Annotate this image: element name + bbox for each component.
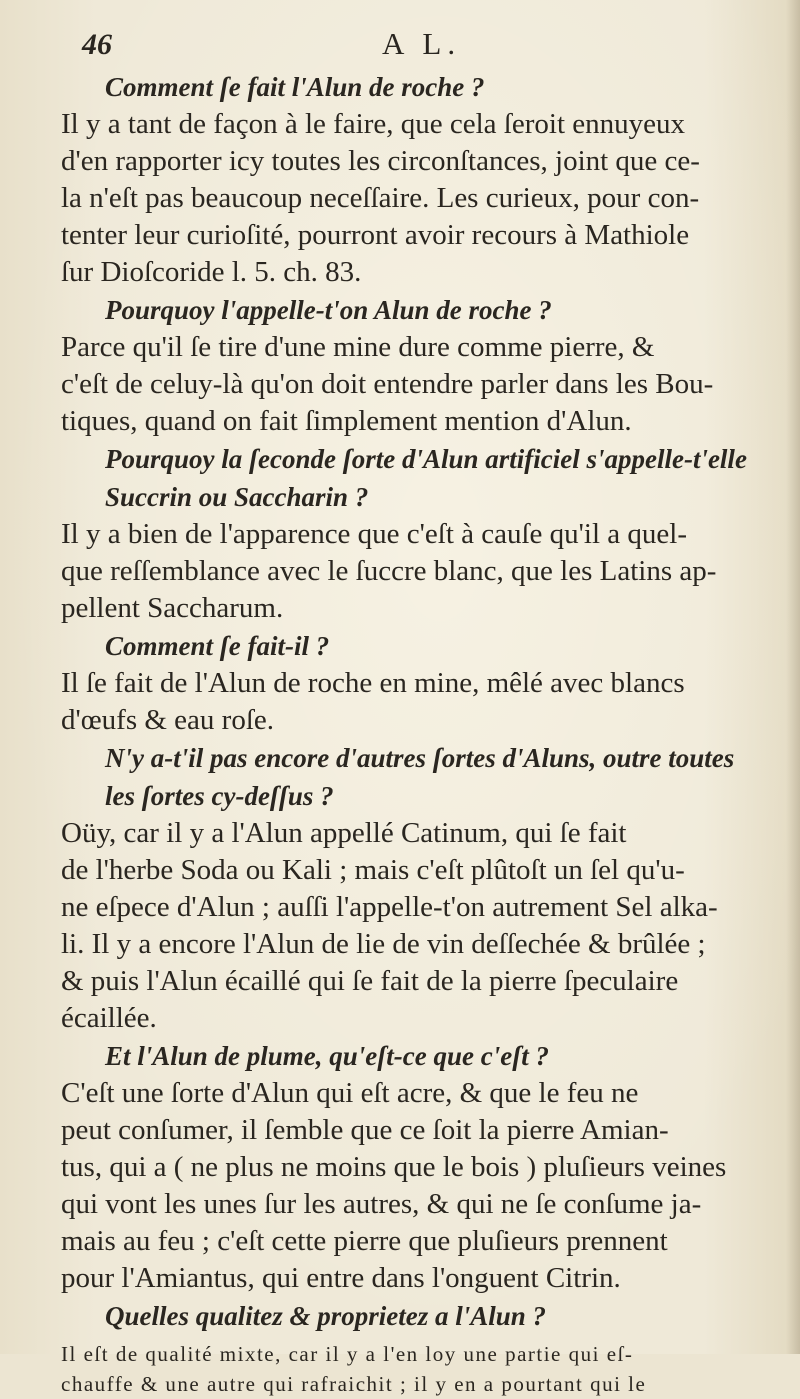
answer-paragraph: C'eſt une ſorte d'Alun qui eſt acre, & que le feu ne peut conſumer, il ſemble que ce ſoit la pierre Amian- tus, qui a ( ne plus ne moins que le bois ) pluſieurs veines qui vont les unes ſur les autres, & qui ne ſe conſume ja- mais au feu ; c'eſt cette pierre que pluſieurs prennent pour l'Amiantus, qui entre dans l'onguent Citrin. bbox=[61, 1077, 727, 1294]
page-number: 46 bbox=[82, 28, 112, 61]
question-heading: Pourquoy la ſeconde ſorte d'Alun artificiel s'appelle-t'elle Succrin ou Saccharin ? bbox=[105, 444, 747, 512]
answer-paragraph: Parce qu'il ſe tire d'une mine dure comme pierre, & c'eſt de celuy-là qu'on doit entendre parler dans les Bou- tiques, quand on fait ſimplement mention d'Alun. bbox=[61, 331, 714, 437]
page-edge-shadow bbox=[786, 0, 800, 1354]
page-header bbox=[82, 22, 682, 62]
running-head: A L. bbox=[382, 26, 462, 61]
answer-paragraph: Oüy, car il y a l'Alun appellé Catinum, qui ſe fait de l'herbe Soda ou Kali ; mais c'eſt plûtoſt un ſel qu'u- ne eſpece d'Alun ; auſſi l'appelle-t'on autrement Sel alka- li. Il y a encore l'Alun de lie de vin deſſechée & brûlée ; & puis l'Alun écaillé qui ſe fait de la pierre ſpeculaire écaillée. bbox=[61, 817, 718, 1034]
question-heading: Pourquoy l'appelle-t'on Alun de roche ? bbox=[105, 295, 552, 325]
question-heading: Comment ſe fait-il ? bbox=[105, 631, 330, 661]
text-body bbox=[55, 68, 783, 1399]
answer-paragraph: Il eſt de qualité mixte, car il y a l'en loy une partie qui eſ- chauffe & une autre qui rafraichit ; il y en a pourtant qui le bbox=[61, 1342, 647, 1396]
answer-paragraph: Il y a bien de l'apparence que c'eſt à cauſe qu'il a quel- que reſſemblance avec le ſuccre blanc, que les Latins ap- pellent Saccharum. bbox=[61, 518, 717, 624]
question-heading: N'y a-t'il pas encore d'autres ſortes d'Aluns, outre toutes les ſortes cy-deſſus ? bbox=[105, 743, 735, 811]
question-heading: Comment ſe fait l'Alun de roche ? bbox=[105, 72, 485, 102]
answer-paragraph: Il ſe fait de l'Alun de roche en mine, mêlé avec blancs d'œufs & eau roſe. bbox=[61, 667, 685, 736]
answer-paragraph: Il y a tant de façon à le faire, que cela ſeroit ennuyeux d'en rapporter icy toutes les circonſtances, joint que ce- la n'eſt pas beaucoup neceſſaire. Les curieux, pour con- tenter leur curioſité, pourront avoir recours à Mathiole ſur Dioſcoride l. 5. ch. 83. bbox=[61, 108, 700, 288]
question-heading: Quelles qualitez & proprietez a l'Alun ? bbox=[105, 1301, 547, 1331]
question-heading: Et l'Alun de plume, qu'eſt-ce que c'eſt ? bbox=[105, 1041, 549, 1071]
